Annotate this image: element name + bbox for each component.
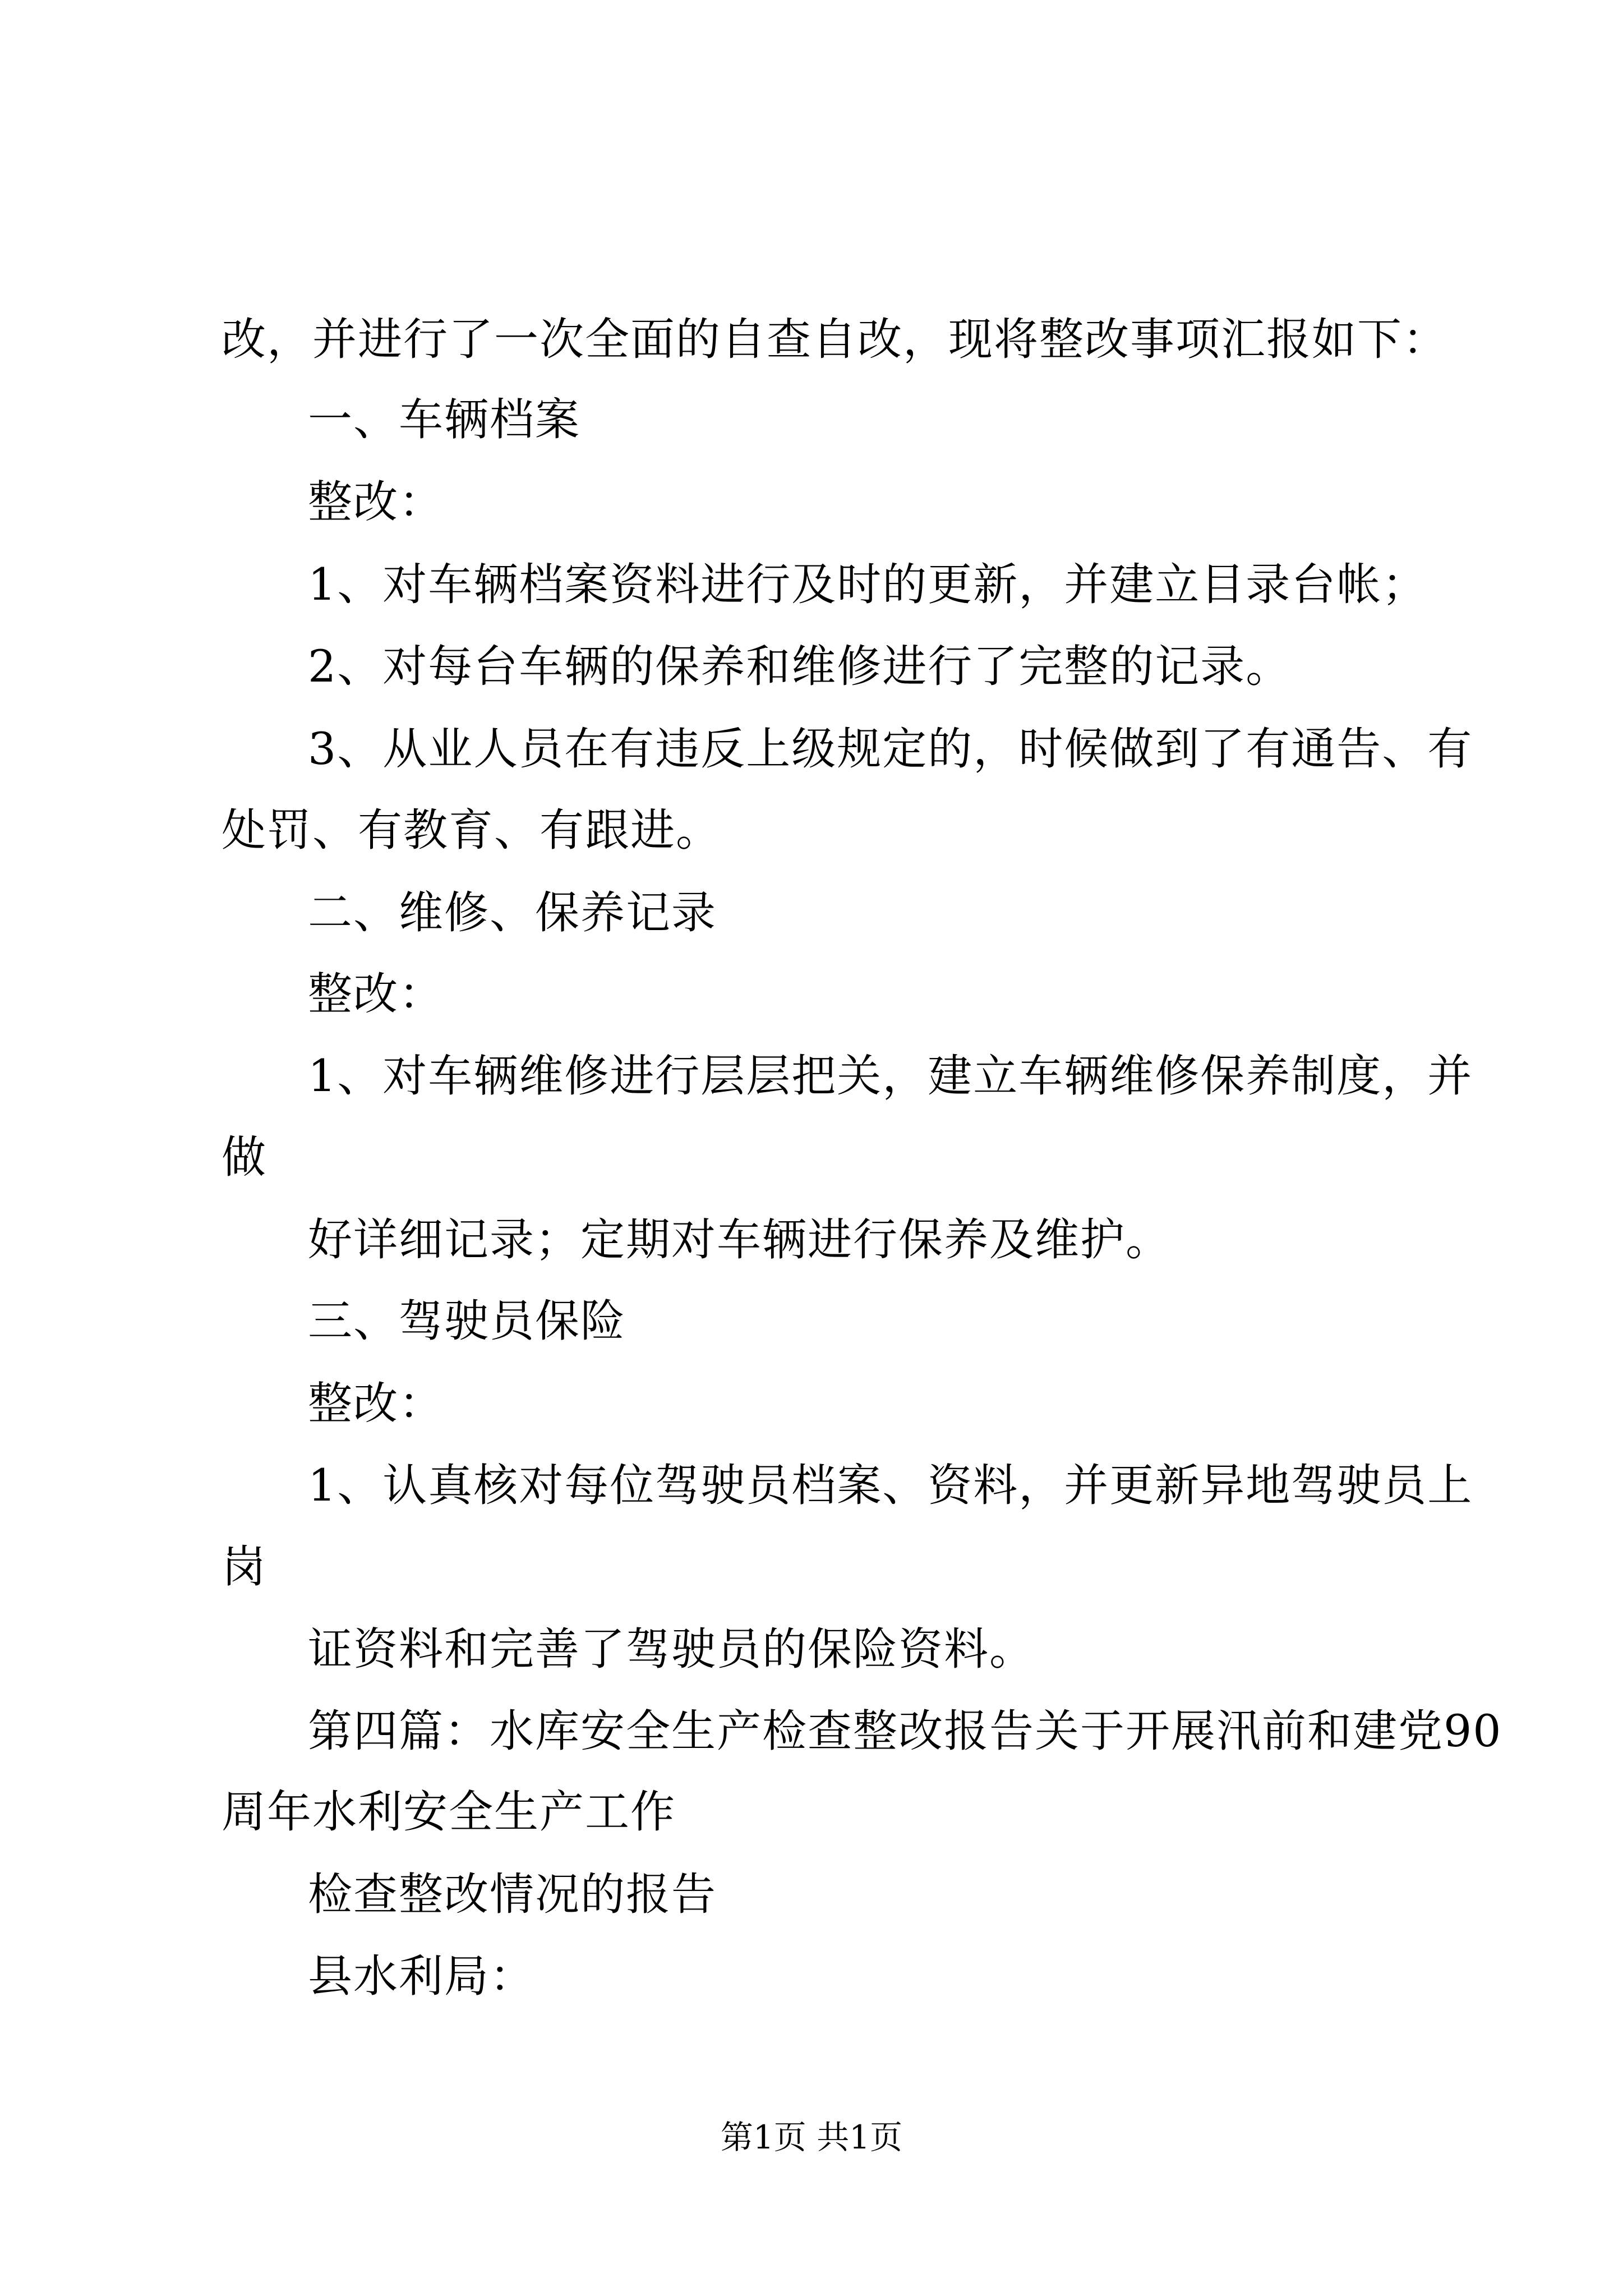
text-line: 2、对每台车辆的保养和维修进行了完整的记录。 — [308, 641, 1292, 692]
section-heading: 一、车辆档案 — [308, 394, 580, 445]
text-line: 好详细记录；定期对车辆进行保养及维护。 — [308, 1214, 1171, 1266]
chapter-heading: 周年水利安全生产工作 — [222, 1786, 676, 1838]
text-line: 做 — [222, 1131, 267, 1183]
section-heading: 三、驾驶员保险 — [308, 1295, 626, 1347]
subheading: 整改： — [308, 968, 444, 1020]
addressee: 县水利局： — [308, 1950, 535, 2002]
text-line: 1、认真核对每位驾驶员档案、资料，并更新异地驾驶员上 — [308, 1460, 1473, 1511]
subheading: 整改： — [308, 476, 444, 528]
text-line: 1、对车辆维修进行层层把关，建立车辆维修保养制度，并 — [308, 1050, 1473, 1102]
subheading: 整改： — [308, 1378, 444, 1429]
text-line: 1、对车辆档案资料进行及时的更新，并建立目录台帐； — [308, 559, 1428, 610]
page-footer: 第1页 共1页 — [720, 2118, 903, 2156]
text-line: 3、从业人员在有违反上级规定的，时候做到了有通告、有 — [308, 723, 1473, 775]
text-line: 证资料和完善了驾驶员的保险资料。 — [308, 1623, 1035, 1675]
section-heading: 二、维修、保养记录 — [308, 887, 717, 938]
report-title: 检查整改情况的报告 — [308, 1869, 717, 1920]
chapter-heading: 第四篇：水库安全生产检查整改报告关于开展汛前和建党90 — [308, 1705, 1502, 1757]
text-line: 岗 — [222, 1541, 267, 1593]
text-line: 改，并进行了一次全面的自查自改，现将整改事项汇报如下： — [222, 314, 1448, 365]
text-line: 处罚、有教育、有跟进。 — [222, 804, 721, 856]
